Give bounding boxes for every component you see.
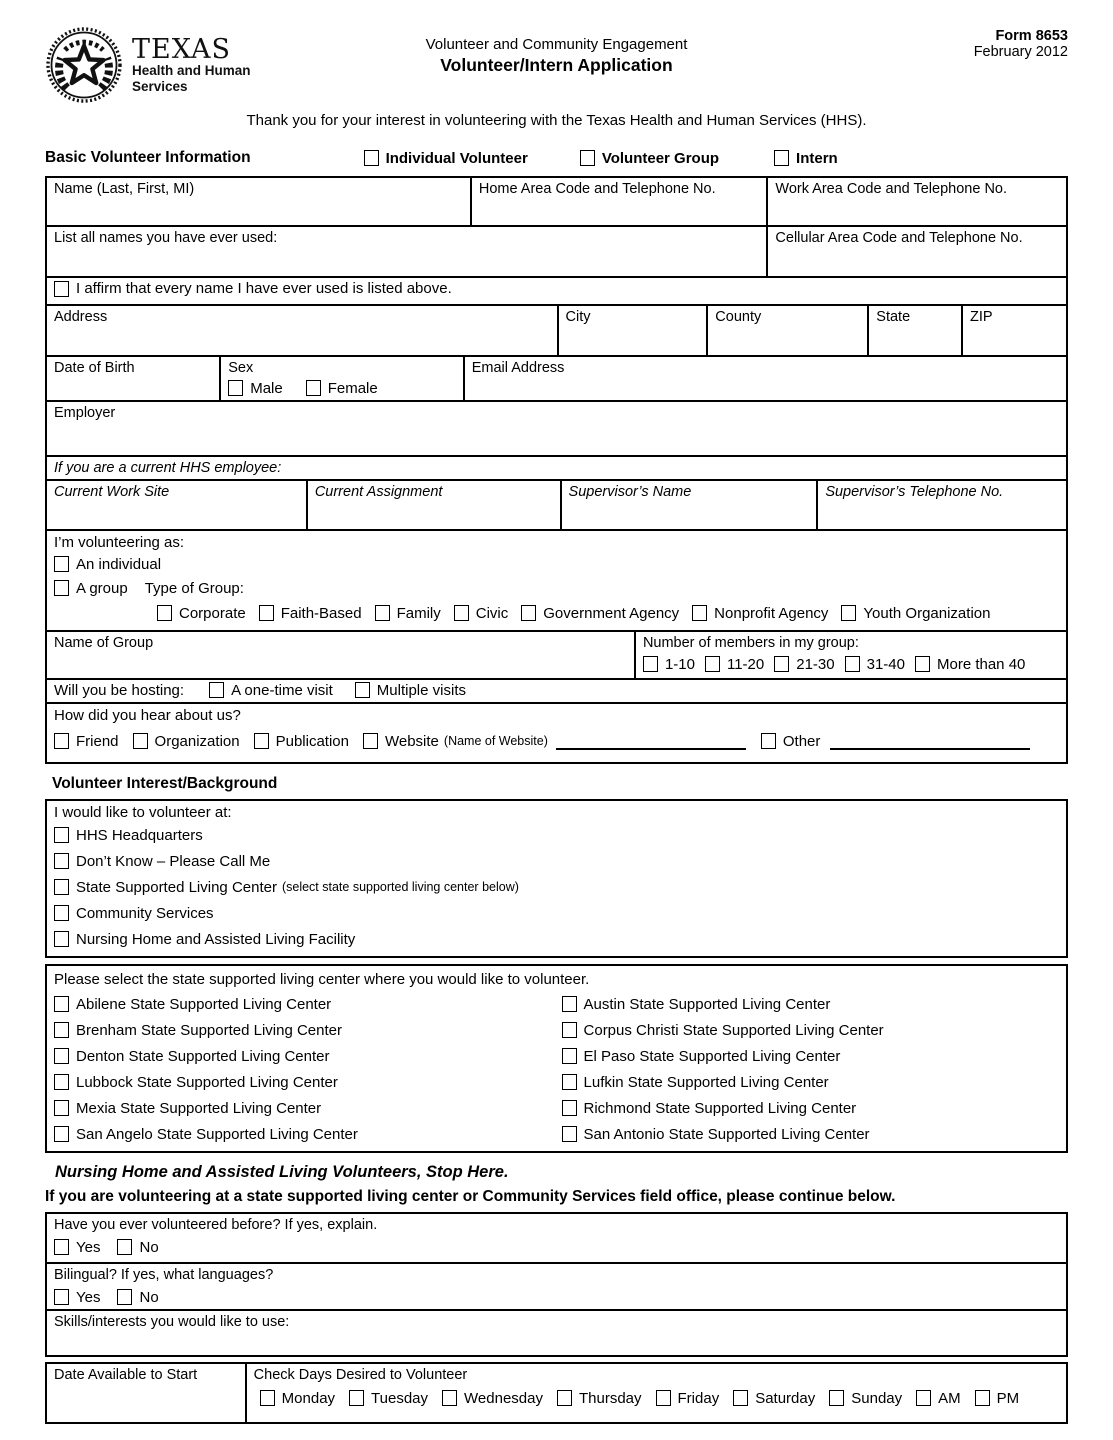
- saturday-label: Saturday: [755, 1389, 816, 1407]
- mexia-sslc-checkbox[interactable]: [54, 1100, 69, 1116]
- dont-know-option: [54, 853, 270, 870]
- faith-based-label: Faith-Based: [280, 604, 362, 622]
- el-paso-sslc-option: [562, 1048, 1059, 1065]
- city-label: City: [565, 308, 591, 325]
- multiple-visits-checkbox[interactable]: [355, 682, 370, 698]
- basic-info-header: [45, 149, 1068, 167]
- form-number: Form 8653: [995, 28, 1068, 44]
- hosting-label: Will you be hosting:: [54, 681, 185, 699]
- abilene-sslc-checkbox[interactable]: [54, 996, 69, 1012]
- austin-sslc-label: Austin State Supported Living Center: [583, 995, 831, 1013]
- community-services-checkbox[interactable]: [54, 905, 69, 921]
- affirm-label: I affirm that every name I have ever used is listed above.: [76, 280, 452, 297]
- friday-option: [656, 1390, 720, 1407]
- corporate-checkbox[interactable]: [157, 605, 172, 621]
- sunday-checkbox[interactable]: [829, 1390, 844, 1406]
- a-group-option: [54, 580, 128, 597]
- lubbock-sslc-label: Lubbock State Supported Living Center: [76, 1073, 338, 1091]
- san-antonio-sslc-checkbox[interactable]: [562, 1126, 577, 1142]
- lufkin-sslc-option: [562, 1074, 1059, 1091]
- work-phone-field[interactable]: [766, 178, 1066, 225]
- government-agency-label: Government Agency: [543, 604, 680, 622]
- members-label: Number of members in my group:: [642, 634, 859, 651]
- bilingual-no-option: [117, 1289, 158, 1306]
- members-more-40-label: More than 40: [936, 655, 1026, 673]
- assignment-label: Current Assignment: [314, 483, 443, 500]
- denton-sslc-option: [54, 1048, 562, 1065]
- nursing-home-option: [54, 931, 355, 948]
- hear-about-section: [47, 704, 1066, 762]
- friday-label: Friday: [677, 1389, 720, 1407]
- community-services-option: [54, 905, 214, 922]
- volunteer-group-checkbox[interactable]: [580, 150, 595, 166]
- website-checkbox[interactable]: [363, 733, 378, 749]
- sslc-checkbox[interactable]: [54, 879, 69, 895]
- bilingual-yes-label: Yes: [76, 1288, 101, 1306]
- richmond-sslc-checkbox[interactable]: [562, 1100, 577, 1116]
- male-checkbox[interactable]: [228, 380, 243, 396]
- sslc-label: State Supported Living Center: [76, 878, 277, 896]
- thursday-label: Thursday: [578, 1389, 642, 1407]
- male-label: Male: [250, 379, 283, 397]
- bilingual-no-checkbox[interactable]: [117, 1289, 132, 1305]
- volunteered-no-checkbox[interactable]: [117, 1239, 132, 1255]
- san-angelo-sslc-option: [54, 1126, 562, 1143]
- email-label: Email Address: [471, 359, 565, 376]
- faith-based-option: [259, 605, 362, 622]
- hhs-seal-icon: [45, 26, 123, 104]
- supervisor-phone-label: Supervisor’s Telephone No.: [825, 483, 1004, 500]
- a-group-checkbox[interactable]: [54, 580, 69, 596]
- bilingual-section[interactable]: [47, 1264, 1066, 1309]
- an-individual-label: An individual: [76, 555, 162, 573]
- civic-checkbox[interactable]: [454, 605, 469, 621]
- youth-organization-option: [841, 605, 990, 622]
- publication-checkbox[interactable]: [254, 733, 269, 749]
- volunteered-before-label: Have you ever volunteered before? If yes, explain.: [54, 1216, 378, 1233]
- el-paso-sslc-label: El Paso State Supported Living Center: [583, 1047, 841, 1065]
- members-11-20-label: 11-20: [726, 655, 765, 673]
- intern-checkbox[interactable]: [774, 150, 789, 166]
- lufkin-sslc-checkbox[interactable]: [562, 1074, 577, 1090]
- volunteering-as-section: [47, 531, 1066, 630]
- texas-hhs-logo: [45, 26, 251, 104]
- living-centers-table: [45, 964, 1068, 1153]
- denton-sslc-checkbox[interactable]: [54, 1048, 69, 1064]
- logo-sub-text-1: Health and Human: [132, 62, 251, 78]
- nursing-home-label: Nursing Home and Assisted Living Facility: [76, 930, 356, 948]
- nursing-home-checkbox[interactable]: [54, 931, 69, 947]
- date-available-label: Date Available to Start: [54, 1366, 198, 1383]
- sunday-label: Sunday: [851, 1389, 903, 1407]
- community-services-label: Community Services: [76, 904, 214, 922]
- form-header: [45, 0, 1068, 118]
- other-option: [761, 733, 821, 750]
- thursday-checkbox[interactable]: [557, 1390, 572, 1406]
- female-option: [306, 380, 378, 397]
- individual-volunteer-checkbox[interactable]: [364, 150, 379, 166]
- corpus-christi-sslc-label: Corpus Christi State Supported Living Center: [583, 1021, 884, 1039]
- assignment-field[interactable]: [306, 481, 560, 529]
- multiple-visits-option: [355, 682, 466, 699]
- nonprofit-agency-option: [692, 605, 828, 622]
- volunteer-group-option: [580, 150, 719, 167]
- volunteered-yes-option: [54, 1239, 100, 1256]
- interest-section-title: Volunteer Interest/Background: [52, 774, 278, 792]
- sslc-note: (select state supported living center below): [281, 880, 519, 894]
- affirm-option: [54, 280, 452, 297]
- members-11-20-checkbox[interactable]: [705, 656, 720, 672]
- san-antonio-sslc-label: San Antonio State Supported Living Center: [583, 1125, 870, 1143]
- lufkin-sslc-label: Lufkin State Supported Living Center: [583, 1073, 829, 1091]
- supervisor-phone-field[interactable]: [816, 481, 1066, 529]
- affirm-names-checkbox[interactable]: [54, 281, 69, 297]
- form-title-block: [426, 36, 688, 76]
- one-time-visit-checkbox[interactable]: [209, 682, 224, 698]
- cell-phone-label: Cellular Area Code and Telephone No.: [775, 230, 1023, 246]
- intern-option: [774, 150, 838, 167]
- organization-label: Organization: [154, 732, 240, 750]
- male-option: [228, 380, 283, 397]
- monday-checkbox[interactable]: [260, 1390, 275, 1406]
- san-angelo-sslc-label: San Angelo State Supported Living Center: [76, 1125, 358, 1143]
- name-of-group-label: Name of Group: [54, 634, 154, 651]
- am-checkbox[interactable]: [916, 1390, 931, 1406]
- corpus-christi-sslc-option: [562, 1022, 1059, 1039]
- sslc-prompt-label: Please select the state supported living center where you would like to volunteer.: [54, 970, 590, 988]
- members-11-20-option: [705, 656, 764, 673]
- family-checkbox[interactable]: [375, 605, 390, 621]
- multiple-visits-label: Multiple visits: [376, 681, 466, 699]
- availability-table: [45, 1362, 1068, 1424]
- logo-texas-text: TEXAS: [132, 33, 231, 65]
- an-individual-checkbox[interactable]: [54, 556, 69, 572]
- tuesday-checkbox[interactable]: [349, 1390, 364, 1406]
- website-name-blank[interactable]: [556, 733, 746, 750]
- richmond-sslc-label: Richmond State Supported Living Center: [583, 1099, 857, 1117]
- email-field[interactable]: [463, 357, 1066, 400]
- city-field[interactable]: [557, 306, 707, 355]
- lubbock-sslc-checkbox[interactable]: [54, 1074, 69, 1090]
- one-time-visit-label: A one-time visit: [231, 681, 333, 699]
- bilingual-yes-option: [54, 1289, 100, 1306]
- days-desired-label: Check Days Desired to Volunteer: [253, 1366, 468, 1383]
- abilene-sslc-option: [54, 996, 562, 1013]
- members-section: [634, 632, 1066, 678]
- hhs-employee-note: [47, 457, 1066, 479]
- hhs-headquarters-checkbox[interactable]: [54, 827, 69, 843]
- skills-label: Skills/interests you would like to use:: [54, 1313, 290, 1330]
- home-phone-field[interactable]: [470, 178, 767, 225]
- friend-label: Friend: [76, 732, 119, 750]
- monday-option: [260, 1390, 335, 1407]
- volunteered-no-label: No: [139, 1238, 159, 1256]
- skills-field[interactable]: [47, 1311, 1066, 1355]
- san-angelo-sslc-checkbox[interactable]: [54, 1126, 69, 1142]
- brenham-sslc-label: Brenham State Supported Living Center: [76, 1021, 342, 1039]
- form-date: February 2012: [973, 44, 1068, 60]
- dob-field[interactable]: [47, 357, 219, 400]
- name-field[interactable]: [47, 178, 470, 225]
- volunteer-group-label: Volunteer Group: [601, 149, 720, 167]
- county-label: County: [715, 308, 762, 325]
- organization-checkbox[interactable]: [133, 733, 148, 749]
- members-21-30-checkbox[interactable]: [774, 656, 789, 672]
- volunteering-as-label: I’m volunteering as:: [54, 533, 185, 551]
- members-more-40-option: [915, 656, 1025, 673]
- intro-text: Thank you for your interest in volunteering with the Texas Health and Human Services (HHS).: [246, 112, 867, 129]
- website-label: Website: [384, 732, 439, 750]
- friend-checkbox[interactable]: [54, 733, 69, 749]
- dob-label: Date of Birth: [54, 359, 135, 376]
- website-option: [363, 733, 439, 750]
- austin-sslc-option: [562, 996, 1059, 1013]
- members-31-40-checkbox[interactable]: [845, 656, 860, 672]
- other-label: Other: [782, 732, 821, 750]
- sex-field: [219, 357, 463, 400]
- hhs-headquarters-option: [54, 827, 203, 844]
- faith-based-checkbox[interactable]: [259, 605, 274, 621]
- hosting-section: [47, 680, 1066, 702]
- volunteered-before-section[interactable]: [47, 1214, 1066, 1262]
- saturday-option: [733, 1390, 815, 1407]
- list-names-label: List all names you have ever used:: [54, 230, 278, 246]
- volunteered-yes-label: Yes: [76, 1238, 101, 1256]
- members-1-10-option: [643, 656, 695, 673]
- other-blank[interactable]: [830, 733, 1030, 750]
- austin-sslc-checkbox[interactable]: [562, 996, 577, 1012]
- youth-organization-label: Youth Organization: [863, 604, 991, 622]
- work-phone-label: Work Area Code and Telephone No.: [775, 181, 1008, 197]
- individual-volunteer-label: Individual Volunteer: [385, 149, 528, 167]
- members-1-10-label: 1-10: [664, 655, 695, 673]
- nonprofit-agency-label: Nonprofit Agency: [714, 604, 829, 622]
- form-title: Volunteer/Intern Application: [440, 55, 673, 75]
- friday-checkbox[interactable]: [656, 1390, 671, 1406]
- background-table: [45, 1212, 1068, 1357]
- basic-info-title: Basic Volunteer Information: [45, 149, 251, 166]
- website-name-note: (Name of Website): [443, 734, 548, 748]
- basic-info-table: [45, 176, 1068, 764]
- saturday-checkbox[interactable]: [733, 1390, 748, 1406]
- bilingual-label: Bilingual? If yes, what languages?: [54, 1266, 274, 1283]
- female-label: Female: [327, 379, 378, 397]
- name-label: Name (Last, First, MI): [54, 181, 195, 197]
- living-centers-section: [47, 966, 1066, 1151]
- san-antonio-sslc-option: [562, 1126, 1059, 1143]
- zip-field[interactable]: [961, 306, 1066, 355]
- type-of-group-label: Type of Group:: [144, 579, 244, 597]
- friend-option: [54, 733, 119, 750]
- el-paso-sslc-checkbox[interactable]: [562, 1048, 577, 1064]
- members-31-40-label: 31-40: [866, 655, 905, 673]
- abilene-sslc-label: Abilene State Supported Living Center: [76, 995, 332, 1013]
- corporate-option: [157, 605, 246, 622]
- state-field[interactable]: [867, 306, 961, 355]
- tuesday-label: Tuesday: [371, 1389, 429, 1407]
- name-of-group-field[interactable]: [47, 632, 634, 678]
- employer-field[interactable]: [47, 402, 1066, 455]
- am-option: [916, 1390, 961, 1407]
- sunday-option: [829, 1390, 902, 1407]
- members-21-30-label: 21-30: [796, 655, 835, 673]
- members-21-30-option: [774, 656, 834, 673]
- days-section: [245, 1364, 1066, 1422]
- civic-option: [454, 605, 509, 622]
- monday-label: Monday: [281, 1389, 336, 1407]
- employer-label: Employer: [54, 404, 116, 421]
- family-label: Family: [396, 604, 441, 622]
- an-individual-option: [54, 556, 161, 573]
- wednesday-option: [442, 1390, 543, 1407]
- volunteer-at-section: [47, 801, 1066, 956]
- pm-label: PM: [996, 1389, 1020, 1407]
- zip-label: ZIP: [970, 308, 993, 325]
- logo-sub-text-2: Services: [132, 78, 188, 94]
- members-31-40-option: [845, 656, 905, 673]
- government-agency-option: [521, 605, 679, 622]
- volunteered-yes-checkbox[interactable]: [54, 1239, 69, 1255]
- list-names-field[interactable]: [47, 227, 766, 276]
- thursday-option: [557, 1390, 642, 1407]
- volunteer-at-table: [45, 799, 1068, 958]
- supervisor-name-label: Supervisor’s Name: [568, 483, 692, 500]
- stop-here-note: Nursing Home and Assisted Living Volunteers, Stop Here.: [55, 1162, 509, 1181]
- cell-phone-field[interactable]: [766, 227, 1066, 276]
- government-agency-checkbox[interactable]: [521, 605, 536, 621]
- sex-label: Sex: [228, 359, 254, 376]
- work-site-field[interactable]: [47, 481, 306, 529]
- hear-about-label: How did you hear about us?: [54, 706, 241, 724]
- volunteered-no-option: [117, 1239, 158, 1256]
- other-checkbox[interactable]: [761, 733, 776, 749]
- intern-label: Intern: [796, 149, 838, 167]
- organization-option: [133, 733, 240, 750]
- members-1-10-checkbox[interactable]: [643, 656, 658, 672]
- a-group-label: A group: [76, 579, 128, 597]
- tuesday-option: [349, 1390, 428, 1407]
- county-field[interactable]: [706, 306, 867, 355]
- supervisor-name-field[interactable]: [560, 481, 817, 529]
- address-field[interactable]: [47, 306, 557, 355]
- brenham-sslc-checkbox[interactable]: [54, 1022, 69, 1038]
- sslc-option: [54, 879, 277, 896]
- corpus-christi-sslc-checkbox[interactable]: [562, 1022, 577, 1038]
- hhs-headquarters-label: HHS Headquarters: [76, 826, 203, 844]
- wednesday-label: Wednesday: [464, 1389, 543, 1407]
- members-more-40-checkbox[interactable]: [915, 656, 930, 672]
- date-available-field[interactable]: [47, 1364, 245, 1422]
- volunteer-at-label: I would like to volunteer at:: [54, 803, 232, 821]
- mexia-sslc-label: Mexia State Supported Living Center: [76, 1099, 322, 1117]
- continue-note: If you are volunteering at a state supported living center or Community Services field office, please continue below.: [45, 1187, 896, 1205]
- pm-checkbox[interactable]: [975, 1390, 990, 1406]
- program-title: Volunteer and Community Engagement: [425, 36, 688, 53]
- form-meta: [974, 28, 1068, 60]
- corporate-label: Corporate: [179, 604, 246, 622]
- hhs-note-label: If you are a current HHS employee:: [54, 459, 282, 476]
- logo-wordmark: [132, 33, 251, 94]
- denton-sslc-label: Denton State Supported Living Center: [76, 1047, 330, 1065]
- am-label: AM: [938, 1389, 961, 1407]
- bilingual-yes-checkbox[interactable]: [54, 1289, 69, 1305]
- lubbock-sslc-option: [54, 1074, 562, 1091]
- state-label: State: [876, 308, 911, 325]
- bilingual-no-label: No: [139, 1288, 159, 1306]
- civic-label: Civic: [475, 604, 509, 622]
- dont-know-label: Don’t Know – Please Call Me: [76, 852, 271, 870]
- richmond-sslc-option: [562, 1100, 1059, 1117]
- female-checkbox[interactable]: [306, 380, 321, 396]
- publication-label: Publication: [275, 732, 349, 750]
- dont-know-checkbox[interactable]: [54, 853, 69, 869]
- home-phone-label: Home Area Code and Telephone No.: [478, 181, 716, 197]
- publication-option: [254, 733, 349, 750]
- brenham-sslc-option: [54, 1022, 562, 1039]
- address-label: Address: [54, 308, 108, 325]
- work-site-label: Current Work Site: [54, 483, 170, 500]
- youth-organization-checkbox[interactable]: [841, 605, 856, 621]
- mexia-sslc-option: [54, 1100, 562, 1117]
- one-time-visit-option: [209, 682, 333, 699]
- nonprofit-agency-checkbox[interactable]: [692, 605, 707, 621]
- family-option: [375, 605, 441, 622]
- pm-option: [975, 1390, 1020, 1407]
- wednesday-checkbox[interactable]: [442, 1390, 457, 1406]
- individual-volunteer-option: [364, 150, 528, 167]
